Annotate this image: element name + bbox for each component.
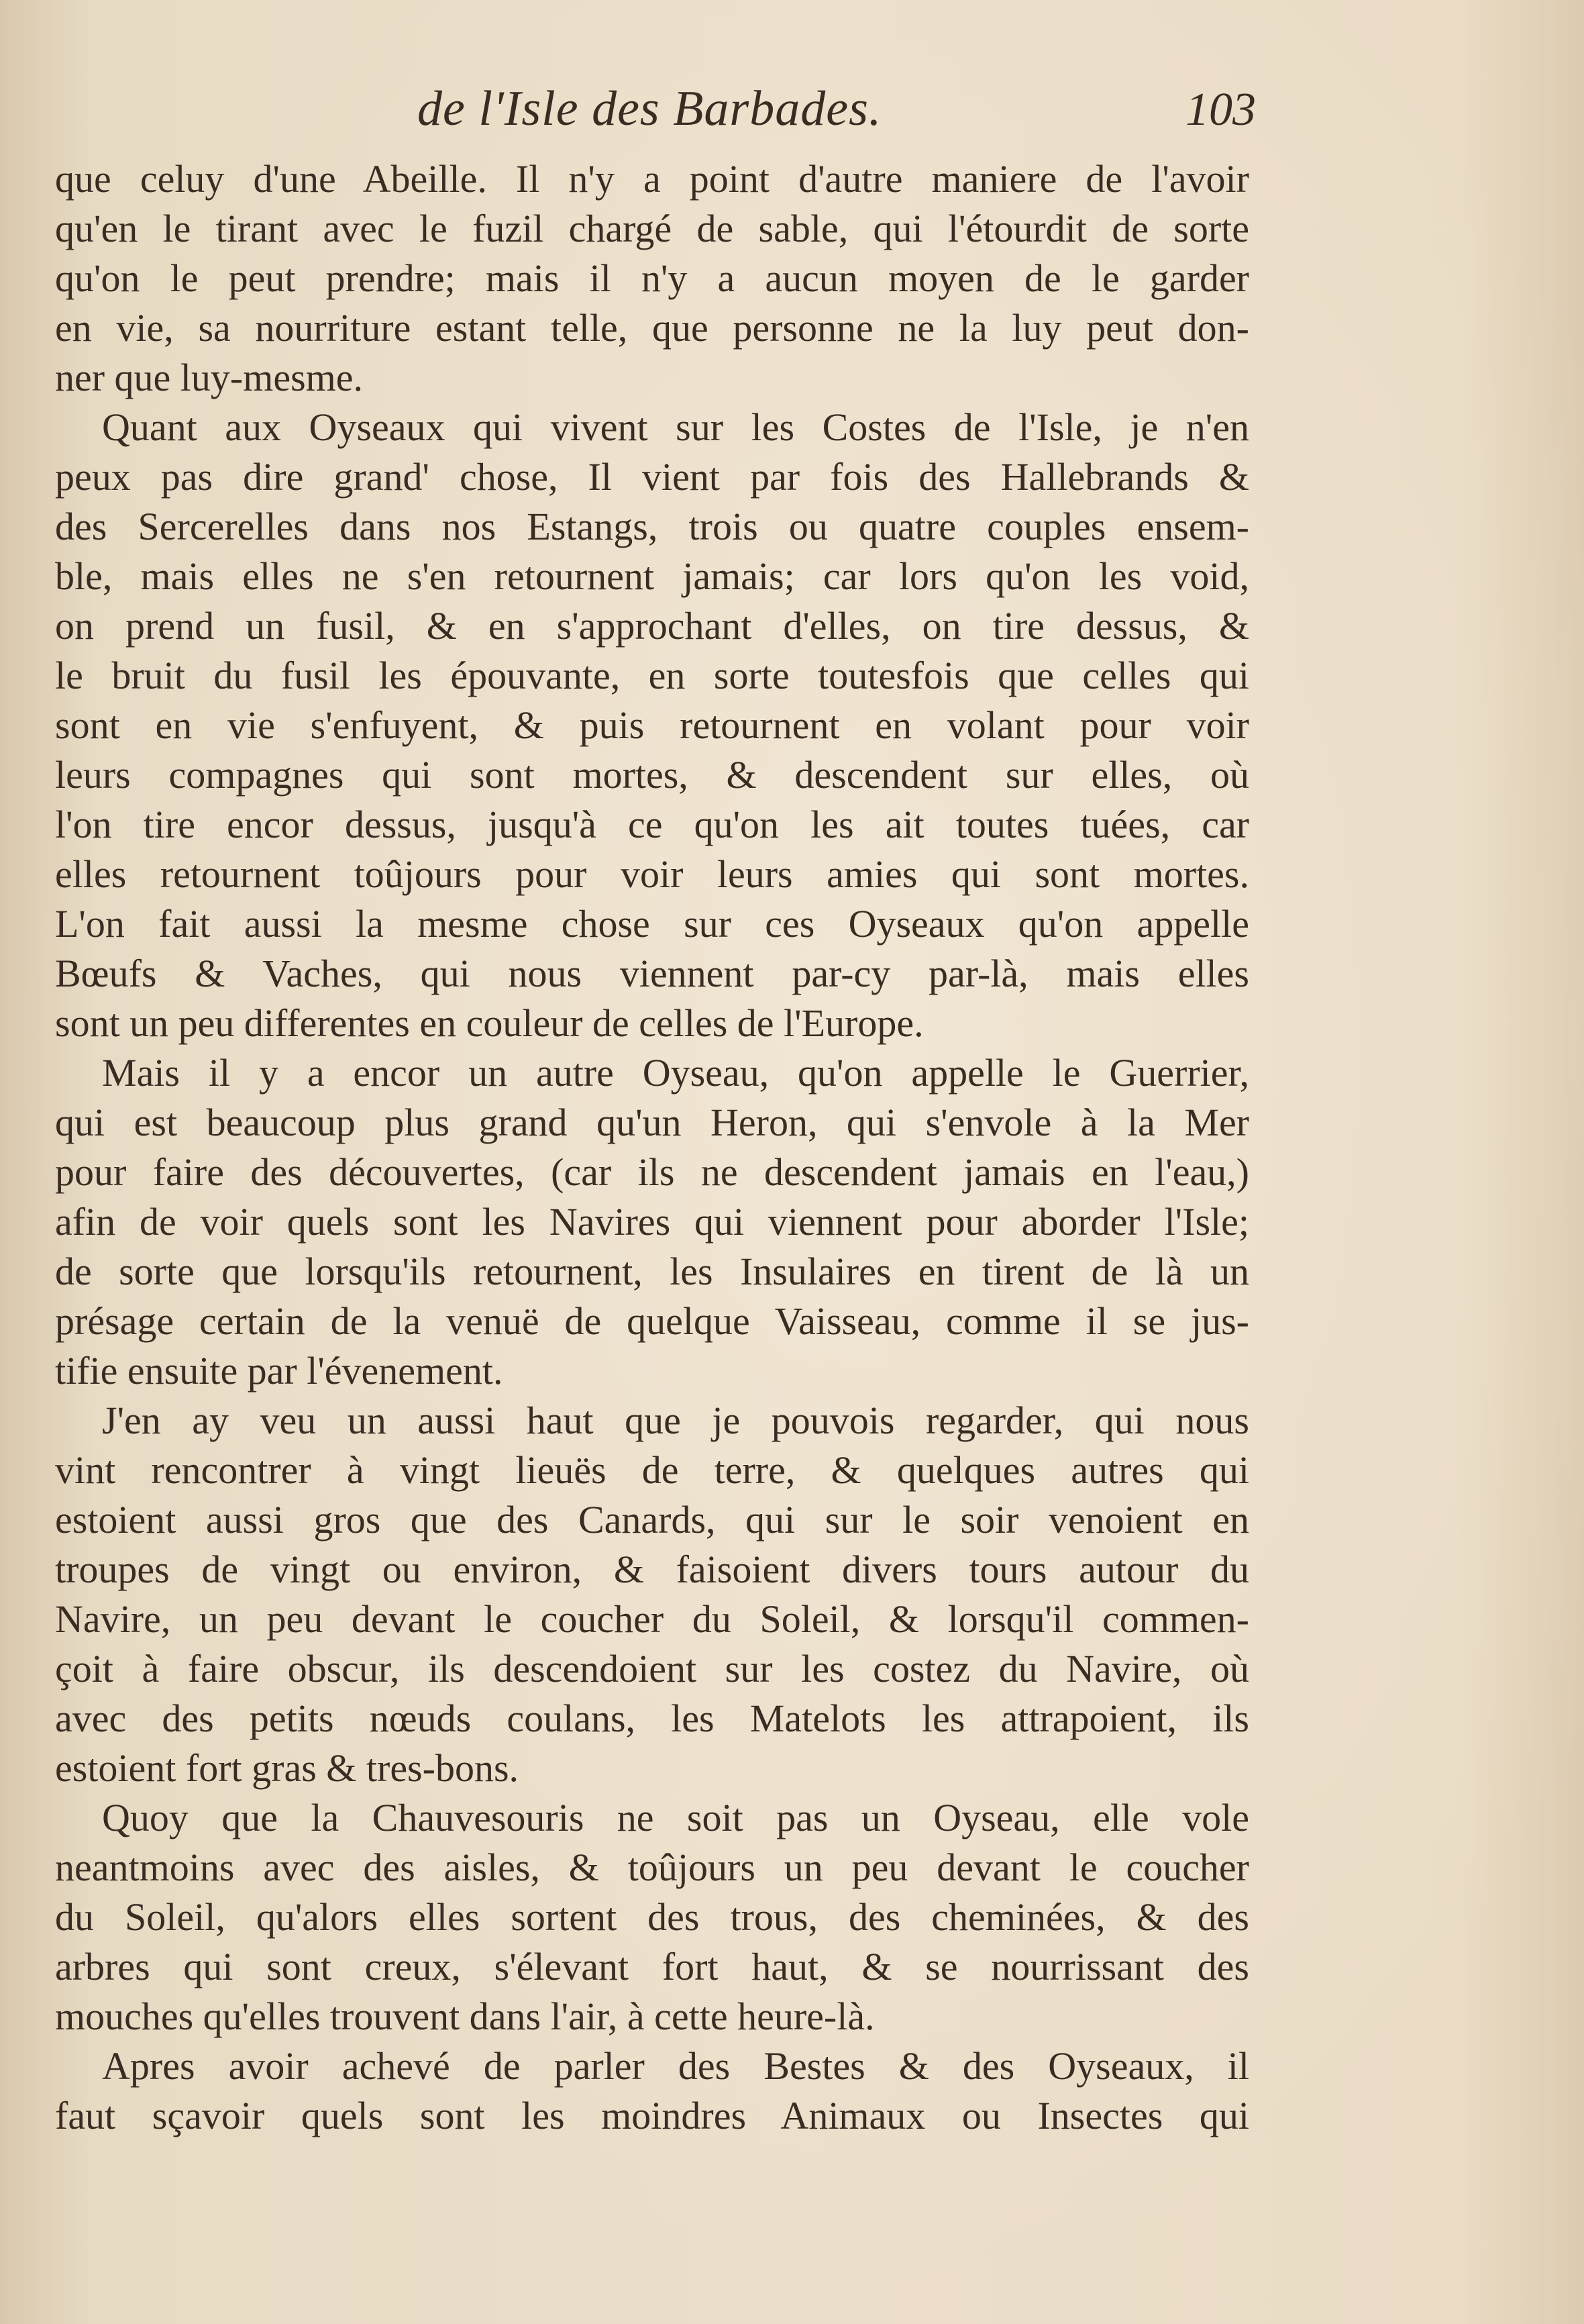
text-line: des Sercerelles dans nos Estangs, trois ou quatre couples ensem-	[55, 505, 1249, 548]
text-line: elles retournent toûjours pour voir leurs amies qui sont mortes.	[55, 852, 1249, 896]
text-line: faut sçavoir quels sont les moindres Animaux ou Insectes qui	[55, 2094, 1249, 2137]
text-line: arbres qui sont creux, s'élevant fort haut, & se nourrissant des	[55, 1945, 1249, 1988]
text-line: Mais il y a encor un autre Oyseau, qu'on appelle le Guerrier,	[102, 1051, 1249, 1095]
text-line: troupes de vingt ou environ, & faisoient divers tours autour du	[55, 1548, 1249, 1591]
text-line: avec des petits nœuds coulans, les Matelots les attrapoient, ils	[55, 1697, 1249, 1740]
text-line: peux pas dire grand' chose, Il vient par fois des Hallebrands &	[55, 455, 1249, 499]
text-line: que celuy d'une Abeille. Il n'y a point d'autre maniere de l'avoir	[55, 157, 1249, 201]
text-line: ble, mais elles ne s'en retournent jamais; car lors qu'on les void,	[55, 554, 1249, 598]
text-line: estoient aussi gros que des Canards, qui sur le soir venoient en	[55, 1498, 1249, 1542]
text-line: Navire, un peu devant le coucher du Soleil, & lorsqu'il commen-	[55, 1597, 1249, 1641]
text-line: vint rencontrer à vingt lieuës de terre, & quelques autres qui	[55, 1448, 1249, 1492]
text-line: de sorte que lorsqu'ils retournent, les Insulaires en tirent de là un	[55, 1250, 1249, 1293]
text-line: J'en ay veu un aussi haut que je pouvois regarder, qui nous	[102, 1399, 1249, 1442]
text-line: pour faire des découvertes, (car ils ne descendent jamais en l'eau,)	[55, 1150, 1249, 1194]
text-line: çoit à faire obscur, ils descendoient sur les costez du Navire, où	[55, 1647, 1249, 1690]
text-line: on prend un fusil, & en s'approchant d'elles, on tire dessus, &	[55, 604, 1249, 648]
text-line: mouches qu'elles trouvent dans l'air, à cette heure-là.	[55, 1994, 875, 2038]
text-line: du Soleil, qu'alors elles sortent des trous, des cheminées, & des	[55, 1895, 1249, 1939]
text-line: qui est beaucoup plus grand qu'un Heron, qui s'envole à la Mer	[55, 1101, 1249, 1144]
text-line: L'on fait aussi la mesme chose sur ces Oyseaux qu'on appelle	[55, 902, 1249, 946]
text-line: Bœufs & Vaches, qui nous viennent par-cy par-là, mais elles	[55, 952, 1249, 995]
body-text	[55, 154, 1249, 2141]
text-line: estoient fort gras & tres-bons.	[55, 1746, 519, 1790]
text-line: Quant aux Oyseaux qui vivent sur les Costes de l'Isle, je n'en	[102, 405, 1249, 449]
text-line: afin de voir quels sont les Navires qui viennent pour aborder l'Isle;	[55, 1200, 1249, 1244]
running-head	[55, 81, 1256, 148]
text-line: Apres avoir achevé de parler des Bestes & des Oyseaux, il	[102, 2044, 1249, 2088]
text-line: neantmoins avec des aisles, & toûjours un peu devant le coucher	[55, 1846, 1249, 1889]
text-line: sont en vie s'enfuyent, & puis retournent en volant pour voir	[55, 703, 1249, 747]
text-line: le bruit du fusil les épouvante, en sorte toutesfois que celles qui	[55, 654, 1249, 697]
text-line: leurs compagnes qui sont mortes, & descendent sur elles, où	[55, 753, 1249, 797]
text-line: tifie ensuite par l'évenement.	[55, 1349, 503, 1393]
text-line: en vie, sa nourriture estant telle, que personne ne la luy peut don-	[55, 306, 1249, 350]
text-line: l'on tire encor dessus, jusqu'à ce qu'on les ait toutes tuées, car	[55, 803, 1249, 846]
text-line: présage certain de la venuë de quelque Vaisseau, comme il se jus-	[55, 1299, 1249, 1343]
text-line: sont un peu differentes en couleur de celles de l'Europe.	[55, 1001, 924, 1045]
text-line: qu'en le tirant avec le fuzil chargé de sable, qui l'étourdit de sorte	[55, 207, 1249, 250]
text-line: qu'on le peut prendre; mais il n'y a aucun moyen de le garder	[55, 256, 1249, 300]
running-title: de l'Isle des Barbades.	[417, 81, 882, 136]
text-line: ner que luy-mesme.	[55, 356, 364, 399]
text-line: Quoy que la Chauvesouris ne soit pas un Oyseau, elle vole	[102, 1796, 1249, 1839]
page-number: 103	[1185, 84, 1256, 136]
